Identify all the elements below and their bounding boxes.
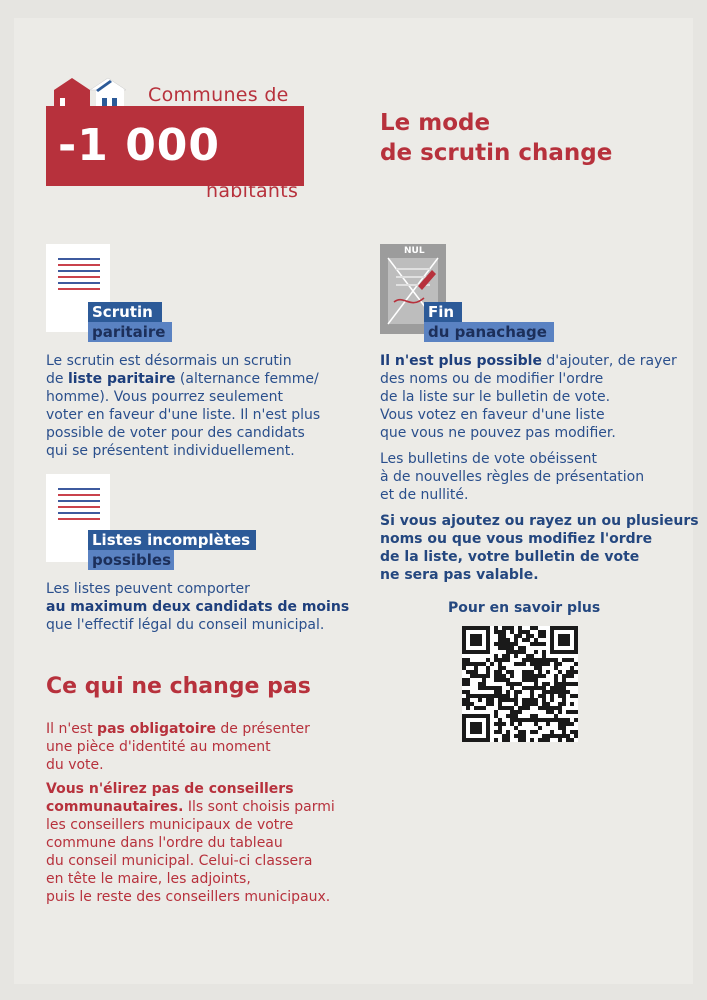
badge-scrutin-paritaire: Scrutin paritaire [88, 302, 172, 342]
listes-paragraph: Les listes peuvent comporter au maximum deux candidats de moins que l'effectif légal du conseil municipal. [46, 581, 350, 633]
document-lines [58, 258, 100, 294]
habitants-text: habitants [206, 180, 299, 202]
section-title-unchanged: Ce qui ne change pas [46, 674, 311, 699]
unchanged-paragraph-2: Vous n'élirez pas de conseillers communautaires. Ils sont choisis parmi les conseillers municipaux de votre commune dans l'ordre du tableau du conseil municipal. Celui-ci classera en tête le maire, les adjoints, puis le reste des conseillers municipaux. [46, 781, 335, 905]
panachage-warning: Si vous ajoutez ou rayez un ou plusieurs noms ou que vous modifiez l'ordre de la liste, votre bulletin de vote ne sera pas valable. [380, 513, 699, 583]
badge-fin-panachage: Fin du panachage [424, 302, 554, 342]
qr-code[interactable] [462, 626, 578, 742]
nul-label: NUL [404, 246, 425, 256]
panachage-paragraph-1: Il n'est plus possible d'ajouter, de rayer des noms ou de modifier l'ordre de la liste sur le bulletin de vote. Vous votez en faveur d'une liste que vous ne pouvez pas modifier. [380, 353, 677, 441]
document-lines [58, 488, 100, 524]
badge-listes-incompletes: Listes incomplètes possibles [88, 530, 256, 570]
main-title: Le mode de scrutin change [380, 110, 613, 166]
communes-de-text: Communes de [148, 84, 289, 106]
scrutin-paragraph: Le scrutin est désormais un scrutin de liste paritaire (alternance femme/ homme). Vous pourrez seulement voter en faveur d'une liste. Il n'est plus possible de voter pour des candidats qui se présentent individuellement. [46, 353, 321, 459]
unchanged-paragraph-1: Il n'est pas obligatoire de présenter une pièce d'identité au moment du vote. [46, 721, 310, 773]
more-info-label: Pour en savoir plus [448, 600, 601, 616]
panachage-paragraph-2: Les bulletins de vote obéissent à de nouvelles règles de présentation et de nullité. [380, 451, 645, 503]
population-number: -1 000 [58, 120, 221, 171]
